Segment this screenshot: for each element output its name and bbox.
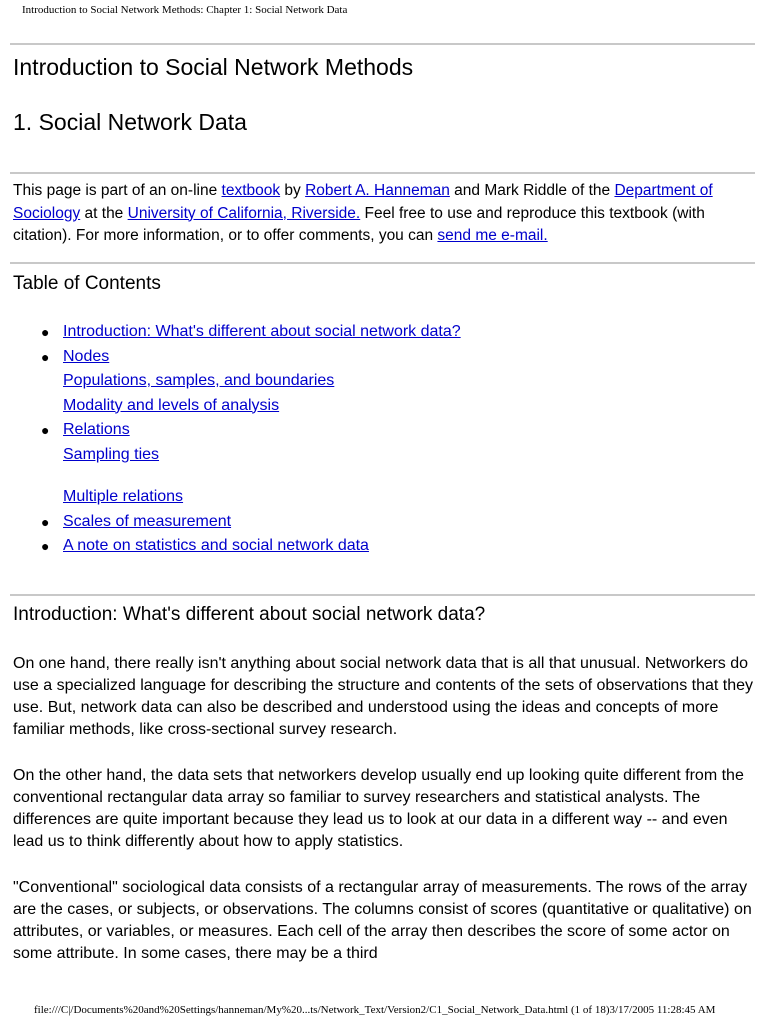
toc-item <box>13 418 461 510</box>
running-header: Introduction to Social Network Methods: Chapter 1: Social Network Data <box>22 4 348 16</box>
intro-text: by <box>280 182 306 199</box>
intro-text: This page is part of an on-line <box>13 182 222 199</box>
university-link[interactable]: University of California, Riverside. <box>127 204 361 222</box>
section-heading: Introduction: What's different about social network data? <box>13 604 486 625</box>
toc-link-nodes[interactable]: Nodes <box>63 347 110 365</box>
bullet-icon: ● <box>41 422 50 438</box>
toc-item <box>13 510 461 535</box>
toc-link-populations[interactable]: Populations, samples, and boundaries <box>63 372 335 389</box>
textbook-link[interactable]: textbook <box>221 182 281 199</box>
divider <box>10 43 755 45</box>
bullet-icon: ● <box>41 538 50 554</box>
toc-item <box>13 320 461 345</box>
page-title: Introduction to Social Network Methods <box>13 54 414 80</box>
toc-heading: Table of Contents <box>13 273 161 294</box>
toc-item <box>13 345 461 419</box>
intro-text: Feel free to use and reproduce this textbook (with citation). For more information, or to offer comments, you can <box>13 204 705 244</box>
bullet-icon: ● <box>41 513 50 530</box>
body-paragraph: On the other hand, the data sets that networkers develop usually end up looking quite different from the conventional rectangular data array so familiar to survey researchers and statistical analysts. The differences are quite important because they lead us to look at our data in a different way -- and even lead us to think differently about how to apply statistics. <box>13 767 744 850</box>
toc-link-statistics-note[interactable]: A note on statistics and social network data <box>63 537 369 554</box>
toc-link-scales[interactable]: Scales of measurement <box>63 512 232 530</box>
intro-text: at the <box>80 204 128 222</box>
toc-link-relations[interactable]: Relations <box>63 421 130 438</box>
divider <box>10 594 755 596</box>
intro-text: and Mark Riddle of the <box>449 182 615 199</box>
chapter-title: 1. Social Network Data <box>13 109 247 135</box>
body-paragraph: On one hand, there really isn't anything about social network data that is all that unusual. Networkers do use a specialized language for describing the structure and contents of the sets of observations that they use. But, network data can also be described and understood using the ideas and concepts of more familiar methods, like cross-sectional survey research. <box>13 655 754 738</box>
bullet-icon: ● <box>41 324 50 340</box>
toc-link-multiple-relations[interactable]: Multiple relations <box>63 488 184 505</box>
toc-item <box>13 534 461 559</box>
bullet-icon: ● <box>41 348 50 365</box>
divider <box>10 172 755 174</box>
toc-link-sampling-ties[interactable]: Sampling ties <box>63 445 160 463</box>
department-link[interactable]: Department of Sociology <box>13 182 713 222</box>
toc-link-introduction[interactable]: Introduction: What's different about social network data? <box>63 323 461 340</box>
body-paragraph: "Conventional" sociological data consists of a rectangular array of measurements. The rows of the array are the cases, or subjects, or observations. The columns consist of scores (quantitative or qualitative) on attributes, or variables, or measures. Each cell of the array then describes the score of some actor on some attribute. In some cases, there may be a third <box>13 879 752 962</box>
table-of-contents <box>13 320 461 559</box>
divider <box>10 262 755 264</box>
author-link[interactable]: Robert A. Hanneman <box>305 182 450 199</box>
intro-paragraph <box>13 180 758 248</box>
page-footer: file:///C|/Documents%20and%20Settings/hanneman/My%20...ts/Network_Text/Version2/C1_Social_Network_Data.html (1 of 18)3/17/2005 11:28:45 AM <box>34 1004 716 1016</box>
toc-link-modality[interactable]: Modality and levels of analysis <box>63 396 280 414</box>
email-link[interactable]: send me e-mail. <box>437 227 548 244</box>
